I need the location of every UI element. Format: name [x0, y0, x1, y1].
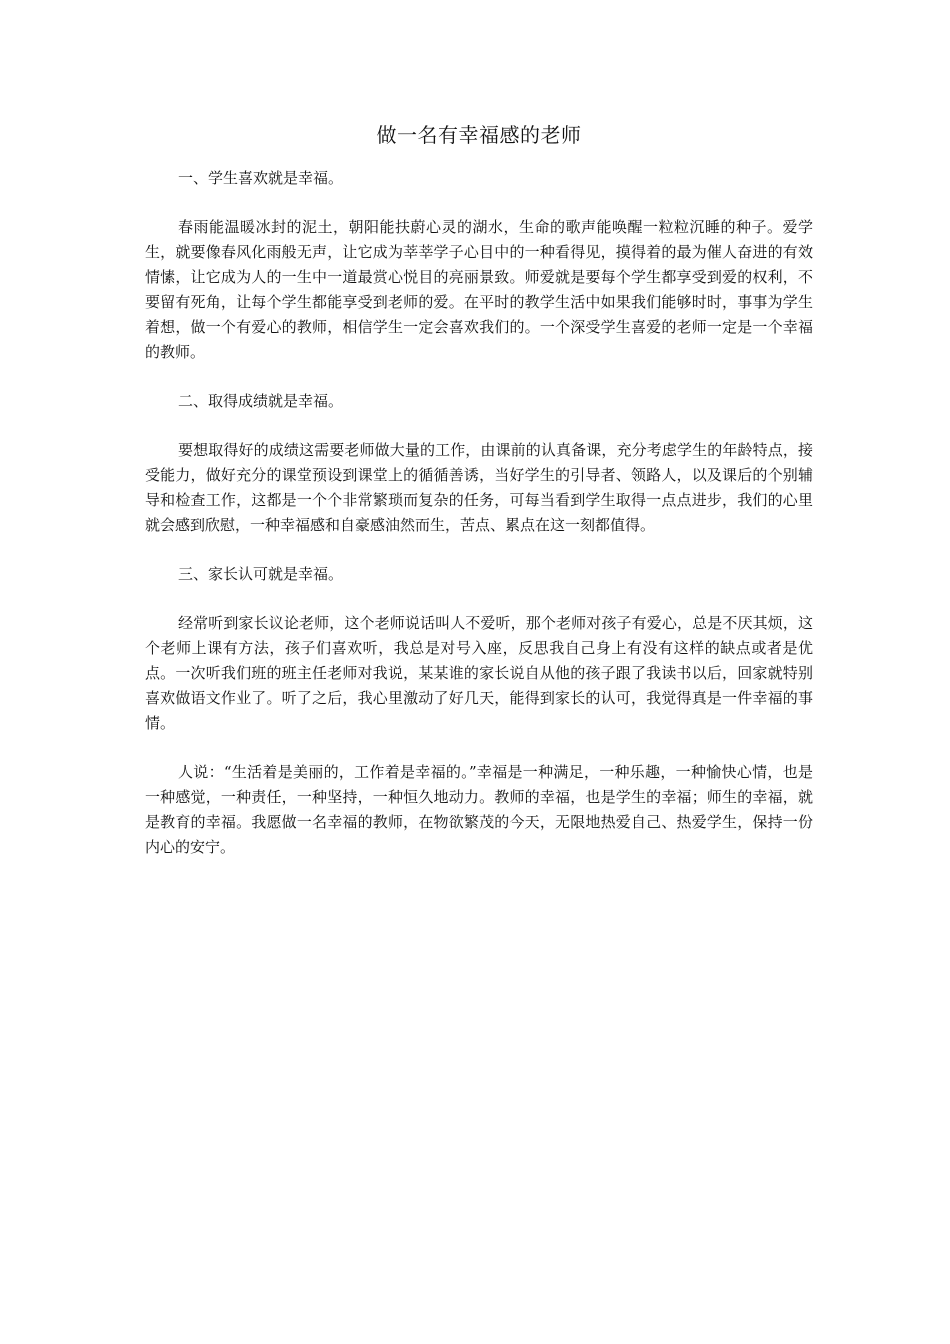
document-content [145, 118, 813, 884]
section-body-1: 春雨能温暖冰封的泥土，朝阳能扶蔚心灵的湖水，生命的歌声能唤醒一粒粒沉睡的种子。爱学生，就要像春风化雨般无声，让它成为莘莘学子心目中的一种看得见，摸得着的最为催人奋进的有效情愫，让它成为人的一生中一道最赏心悦目的亮丽景致。师爱就是要每个学生都享受到爱的权利，不要留有死角，让每个学生都能享受到老师的爱。在平时的教学生活中如果我们能够时时，事事为学生着想，做一个有爱心的教师，相信学生一定会喜欢我们的。一个深受学生喜爱的老师一定是一个幸福的教师。 [145, 218, 813, 361]
section-heading-2: 二、取得成绩就是幸福。 [178, 392, 344, 410]
section-heading-3: 三、家长认可就是幸福。 [178, 565, 344, 583]
section-heading-1: 一、学生喜欢就是幸福。 [178, 169, 344, 187]
section-body-2: 要想取得好的成绩这需要老师做大量的工作，由课前的认真备课，充分考虑学生的年龄特点，接受能力，做好充分的课堂预设到课堂上的循循善诱，当好学生的引导者、领路人，以及课后的个别辅导和检查工作，这都是一个个非常繁琐而复杂的任务，可每当看到学生取得一点点进步，我们的心里就会感到欣慰，一种幸福感和自豪感油然而生，苦点、累点在这一刻都值得。 [145, 441, 813, 534]
document-title: 做一名有幸福感的老师 [376, 123, 582, 147]
section-body-3: 经常听到家长议论老师，这个老师说话叫人不爱听，那个老师对孩子有爱心，总是不厌其烦，这个老师上课有方法，孩子们喜欢听，我总是对号入座，反思我自己身上有没有这样的缺点或者是优点。一次听我们班的班主任老师对我说，某某谁的家长说自从他的孩子跟了我读书以后，回家就特别喜欢做语文作业了。听了之后，我心里激动了好几天，能得到家长的认可，我觉得真是一件幸福的事情。 [145, 614, 813, 732]
closing-paragraph: 人说：“生活着是美丽的，工作着是幸福的。”幸福是一种满足，一种乐趣，一种愉快心情，也是一种感觉，一种责任，一种坚持，一种恒久地动力。教师的幸福，也是学生的幸福；师生的幸福，就是教育的幸福。我愿做一名幸福的教师，在物欲繁茂的今天，无限地热爱自己、热爱学生，保持一份内心的安宁。 [145, 763, 813, 856]
